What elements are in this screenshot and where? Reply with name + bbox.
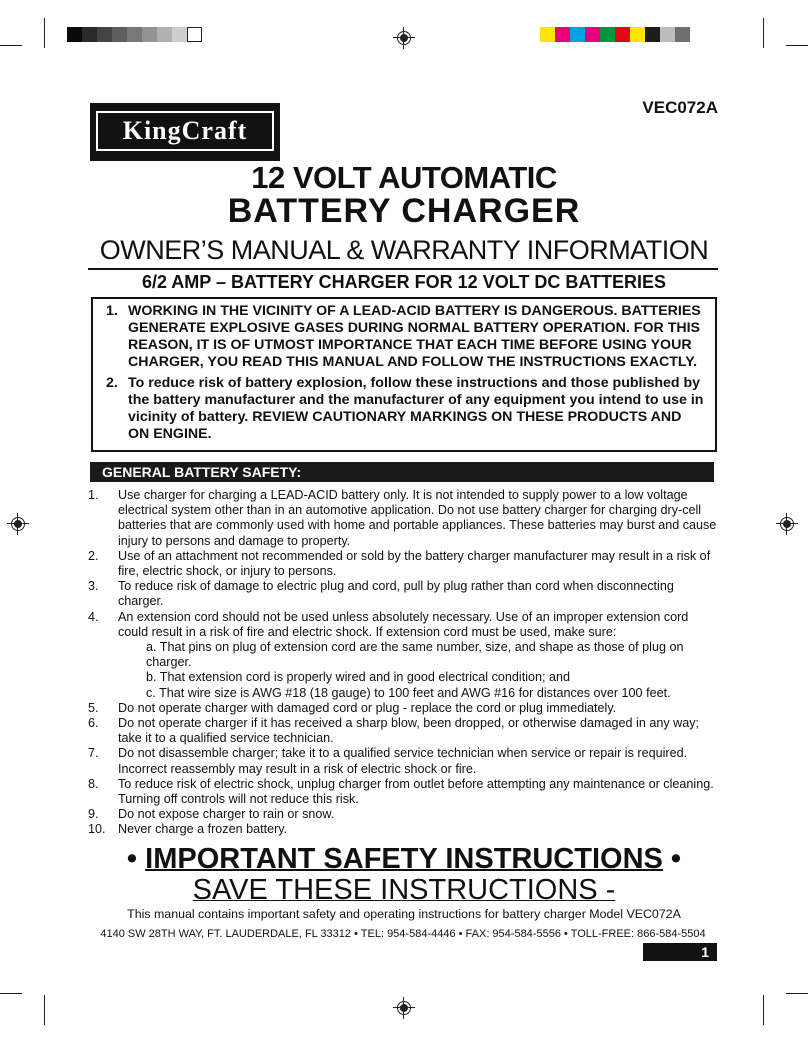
item-text: An extension cord should not be used unless absolutely necessary. Use of an improper extension cord could result in a risk of fire and electric shock. If extension cord must be used, make sure:	[118, 609, 689, 639]
item-text: Do not operate charger with damaged cord or plug - replace the cord or plug immediately.	[118, 700, 617, 715]
color-swatch	[570, 27, 585, 42]
list-item	[88, 610, 718, 701]
sub-item-label: c.	[146, 685, 156, 700]
registration-mark-right	[776, 513, 798, 535]
color-swatch	[600, 27, 615, 42]
item-text: Do not disassemble charger; take it to a qualified service technician when service or repair is required. Incorrect reassembly may result in a risk of electric shock or fire.	[118, 746, 688, 776]
registration-mark-left	[7, 513, 29, 535]
item-number: 7.	[88, 746, 99, 761]
color-swatch	[630, 27, 645, 42]
important-text: IMPORTANT SAFETY INSTRUCTIONS	[145, 843, 663, 875]
item-number: 1.	[88, 488, 99, 502]
page-number: 1	[643, 943, 717, 961]
color-swatch	[97, 27, 112, 42]
item-text: To reduce risk of damage to electric plug and cord, pull by plug rather than cord when disconnecting charger.	[118, 579, 674, 609]
warning-text: WORKING IN THE VICINITY OF A LEAD-ACID BATTERY IS DANGEROUS. BATTERIES GENERATE EXPLOSIVE GASES DURING NORMAL BATTERY OPERATION. FOR THIS REASON, IT IS OF UTMOST IMPORTANCE THAT EACH TIME BEFORE USING YOUR CHARGER, YOU READ THIS MANUAL AND FOLLOW THE INSTRUCTIONS EXACTLY.	[128, 303, 701, 370]
warning-number: 2.	[106, 375, 118, 391]
color-swatch	[157, 27, 172, 42]
item-number: 2.	[88, 548, 99, 563]
sub-item-text: That wire size is AWG #18 (18 gauge) to 100 feet and AWG #16 for distances over 100 feet.	[159, 685, 671, 700]
item-number: 9.	[88, 807, 99, 822]
color-swatch	[540, 27, 555, 42]
title-line-2: BATTERY CHARGER	[227, 192, 581, 230]
color-swatch	[142, 27, 157, 42]
list-item	[88, 701, 718, 716]
item-text: Use charger for charging a LEAD-ACID battery only. It is not intended to supply power to a low voltage electrical system other than in an automotive application. Do not use battery charger for charging dry-cell batteries that are commonly used with home and portable appliances. These batteries may burst and cause injury to persons and damage to property.	[118, 488, 717, 548]
color-swatch	[127, 27, 142, 42]
item-number: 5.	[88, 700, 99, 715]
color-swatch	[187, 27, 202, 42]
sub-item	[118, 640, 718, 670]
bullet-left: •	[126, 843, 138, 875]
sub-item	[118, 670, 718, 685]
list-item	[88, 777, 718, 807]
item-number: 4.	[88, 609, 99, 624]
color-swatch	[585, 27, 600, 42]
manual-note: This manual contains important safety and operating instructions for battery charger Model VEC072A	[127, 907, 681, 921]
color-swatch	[660, 27, 675, 42]
list-item	[88, 807, 718, 822]
list-item	[88, 549, 718, 579]
item-text: Do not operate charger if it has received a sharp blow, been dropped, or otherwise damaged in any way; take it to a qualified service technician.	[118, 716, 700, 746]
contact-address: 4140 SW 28TH WAY, FT. LAUDERDALE, FL 33312 • TEL: 954-584-4446 • FAX: 954-584-5556 • TOLL-FREE: 866-584-5504	[100, 928, 706, 940]
item-number: 3.	[88, 579, 99, 594]
item-number: 8.	[88, 776, 99, 791]
section-heading: GENERAL BATTERY SAFETY:	[90, 462, 714, 482]
item-text: To reduce risk of electric shock, unplug charger from outlet before attempting any maintenance or cleaning. Turning off controls will not reduce this risk.	[118, 776, 714, 807]
registration-mark-bottom	[393, 997, 415, 1019]
sub-item	[118, 686, 718, 701]
item-number: 6.	[88, 716, 99, 731]
color-swatch	[67, 27, 82, 42]
registration-mark-top	[393, 27, 415, 49]
color-swatch	[172, 27, 187, 42]
model-number: VEC072A	[642, 98, 718, 117]
color-swatch	[615, 27, 630, 42]
list-item	[88, 716, 718, 746]
warning-text: To reduce risk of battery explosion, follow these instructions and those published by the battery manufacturer and the manufacturer of any equipment you intend to use in vicinity of battery. REVIEW CAUTIONARY MARKINGS ON THESE PRODUCTS AND ON ENGINE.	[128, 375, 704, 442]
warning-item-1	[106, 303, 706, 371]
product-description: 6/2 AMP – BATTERY CHARGER FOR 12 VOLT DC BATTERIES	[141, 272, 667, 292]
bullet-right: •	[670, 843, 682, 875]
warning-number: 1.	[106, 303, 118, 319]
sub-item-text: That extension cord is properly wired and in good electrical condition; and	[159, 670, 571, 685]
manual-subtitle: OWNER’S MANUAL & WARRANTY INFORMATION	[99, 235, 709, 265]
color-swatch	[112, 27, 127, 42]
list-item	[88, 579, 718, 609]
list-item	[88, 488, 718, 549]
title-line-1: 12 VOLT AUTOMATIC	[251, 160, 557, 195]
safety-list	[88, 488, 718, 838]
color-swatch	[82, 27, 97, 42]
sub-item-text: That pins on plug of extension cord are the same number, size, and shape as those of plug on charger.	[146, 640, 684, 670]
warning-item-2	[106, 375, 706, 443]
kingcraft-logo	[90, 103, 280, 161]
color-swatch	[555, 27, 570, 42]
save-instructions	[0, 874, 808, 907]
sub-item-label: a.	[146, 640, 157, 655]
item-text: Never charge a frozen battery.	[118, 822, 288, 837]
item-number: 10.	[88, 822, 106, 837]
list-item	[88, 822, 718, 837]
item-text: Use of an attachment not recommended or sold by the battery charger manufacturer may result in a risk of fire, electric shock, or injury to persons.	[118, 548, 711, 579]
color-swatch	[645, 27, 660, 42]
sub-item-label: b.	[146, 670, 157, 685]
color-swatch	[675, 27, 690, 42]
divider-rule	[88, 268, 718, 270]
logo-text: KingCraft	[96, 111, 274, 151]
item-text: Do not expose charger to rain or snow.	[118, 807, 335, 822]
save-text: SAVE THESE INSTRUCTIONS -	[192, 874, 616, 906]
list-item	[88, 746, 718, 776]
important-heading	[0, 843, 808, 876]
